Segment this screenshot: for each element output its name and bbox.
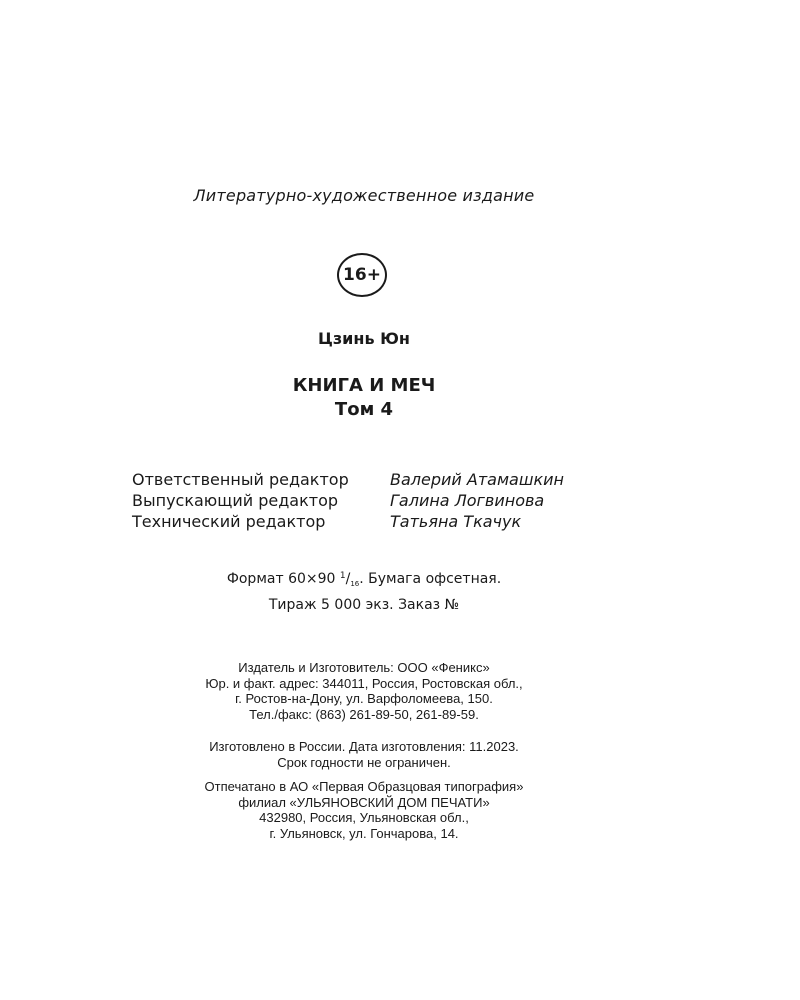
manufacture-info: [0, 739, 728, 770]
book-title-block: [0, 374, 728, 422]
printer-line: Отпечатано в АО «Первая Образцовая типография»: [204, 779, 524, 794]
format-prefix: Формат 60×90: [226, 571, 340, 587]
credit-role: Выпускающий редактор: [132, 491, 339, 510]
credit-name: Татьяна Ткачук: [390, 512, 522, 531]
format-fraction-denominator: 16: [350, 580, 360, 588]
edition-type: Литературно-художественное издание: [193, 186, 535, 205]
age-rating-badge: [337, 253, 387, 297]
format-line: [0, 566, 728, 595]
book-volume: Том 4: [334, 399, 394, 420]
printer-line: г. Ульяновск, ул. Гончарова, 14.: [269, 825, 459, 841]
credit-row: [132, 490, 652, 511]
publisher-line: Тел./факс: (863) 261-89-50, 261-89-59.: [249, 706, 479, 722]
format-fraction-slash: /: [345, 571, 351, 587]
credit-name: Валерий Атамашкин: [390, 470, 564, 489]
format-suffix: . Бумага офсетная.: [359, 571, 502, 587]
manufacture-line: Изготовлено в России. Дата изготовления: 11.2023.: [209, 739, 519, 754]
printer-info: [0, 779, 728, 841]
printer-line: филиал «УЛЬЯНОВСКИЙ ДОМ ПЕЧАТИ»: [238, 794, 490, 810]
printer-line: 432980, Россия, Ульяновская обл.,: [259, 810, 469, 825]
publisher-line: Юр. и факт. адрес: 344011, Россия, Ростовская обл.,: [205, 675, 523, 691]
credit-role: Ответственный редактор: [132, 470, 349, 489]
author-name: Цзинь Юн: [318, 329, 410, 348]
book-title: КНИГА И МЕЧ: [292, 375, 436, 396]
publisher-info: [0, 660, 728, 722]
editor-credits: [132, 469, 652, 532]
credit-row: [132, 511, 652, 532]
credit-row: [132, 469, 652, 490]
publisher-line: г. Ростов-на-Дону, ул. Варфоломеева, 150.: [235, 691, 493, 706]
credit-role: Технический редактор: [132, 512, 326, 531]
format-info: [0, 566, 728, 616]
format-fraction-numerator: 1: [339, 571, 346, 581]
age-rating-label: 16+: [343, 265, 381, 285]
publisher-line: Издатель и Изготовитель: ООО «Феникс»: [238, 660, 490, 675]
credit-name: Галина Логвинова: [390, 491, 545, 510]
manufacture-line: Срок годности не ограничен.: [277, 754, 451, 770]
print-run-line: Тираж 5 000 экз. Заказ №: [268, 597, 460, 613]
